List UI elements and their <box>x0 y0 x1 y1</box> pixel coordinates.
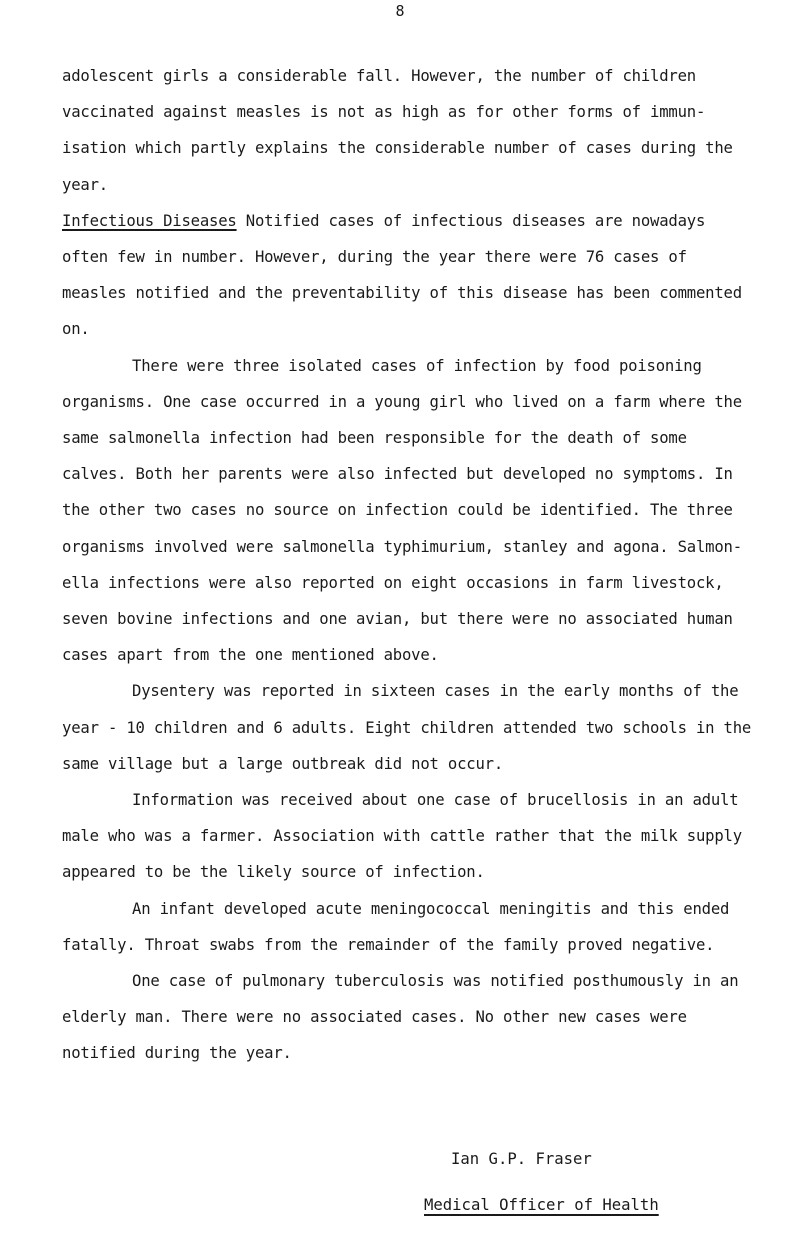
section-heading-infectious-diseases: Infectious Diseases <box>62 211 237 230</box>
intro-paragraph: adolescent girls a considerable fall. However, the number of children vaccinated against measles is not as high as for other forms of immun-isation which partly explains the considerable number of cases during the year. <box>62 67 733 194</box>
infectious-diseases-paragraph <box>62 203 752 348</box>
tuberculosis-paragraph: One case of pulmonary tuberculosis was notified posthumously in an elderly man. There were no associated cases. No other new cases were notified during the year. <box>62 972 739 1063</box>
signature-name: Ian G.P. Fraser <box>451 1150 592 1168</box>
page-number: 8 <box>395 2 405 20</box>
meningitis-paragraph: An infant developed acute meningococcal meningitis and this ended fatally. Throat swabs from the remainder of the family proved negative. <box>62 899 730 954</box>
brucellosis-paragraph: Information was received about one case of brucellosis in an adult male who was a farmer. Association with cattle rather that the milk supply appeared to be the likely source of infection. <box>62 791 742 882</box>
infectious-diseases-text: Notified cases of infectious diseases are nowadays often few in number. However, during the year there were 76 cases of measles notified and the preventability of this disease has been commented on. <box>62 211 742 339</box>
dysentery-paragraph: Dysentery was reported in sixteen cases in the early months of the year - 10 children and 6 adults. Eight children attended two schools in the same village but a large outbreak did not occur. <box>62 682 752 773</box>
signature-title: Medical Officer of Health <box>424 1196 659 1214</box>
food-poisoning-paragraph: There were three isolated cases of infection by food poisoning organisms. One case occurred in a young girl who lived on a farm where the same salmonella infection had been responsible for the death of some calves. Both her parents were also infected but developed no symptoms. In the other two cases no source on infection could be identified. The three organisms involved were salmonella typhimurium, stanley and agona. Salmon-ella infections were also reported on eight occasions in farm livestock, seven bovine infections and one avian, but there were no associated human cases apart from the one mentioned above. <box>62 356 742 665</box>
report-body <box>62 58 752 1072</box>
